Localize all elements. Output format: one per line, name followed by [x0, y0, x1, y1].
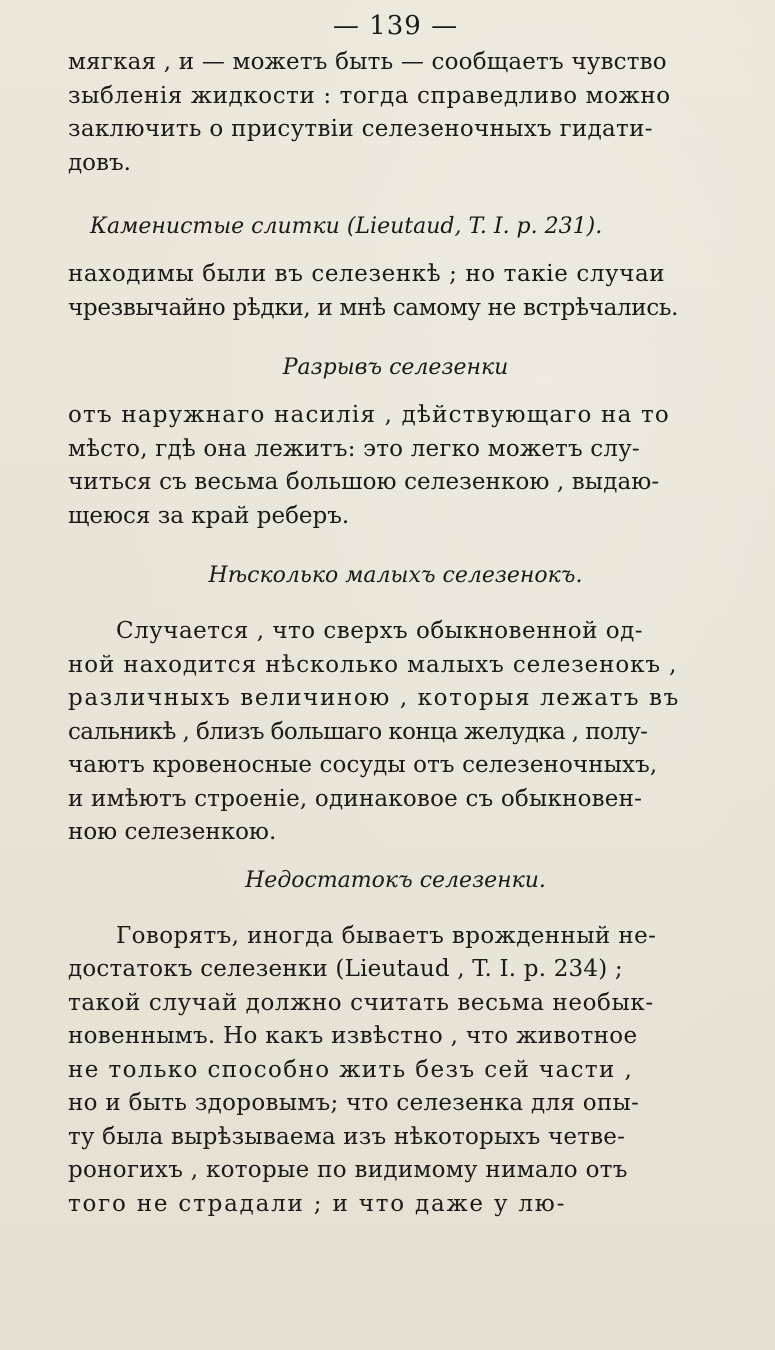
section-absence — [68, 864, 723, 1222]
text-line: такой случай должно считать весьма необык- — [68, 989, 654, 1016]
section-heading: Нѣсколько малыхъ селезенокъ. — [208, 563, 583, 588]
text-line: читься съ весьма большою селезенкою , выдаю- — [68, 469, 660, 495]
text-line: ною селезенкою. — [68, 819, 277, 845]
text-line: чаютъ кровеносные сосуды отъ селезеночныхъ, — [68, 752, 658, 778]
paragraph-continuation — [68, 46, 723, 180]
text-line: новеннымъ. Но какъ извѣстно , что животное — [68, 1023, 638, 1049]
text-line: мягкая , и — можетъ быть — сообщаетъ чувство — [68, 49, 667, 75]
section-rupture — [68, 351, 723, 533]
text-line: отъ наружнаго насилія , дѣйствующаго на то — [68, 402, 670, 428]
text-line: различныхъ величиною , которыя лежатъ въ — [68, 685, 680, 711]
text-line: сальникѣ , близъ большаго конца желудка , полу- — [68, 718, 648, 745]
text-line: достатокъ селезенки (Lieutaud , T. I. p. 234) ; — [68, 956, 623, 982]
text-line: того не страдали ; и что даже у лю- — [68, 1190, 567, 1217]
page-number: — 139 — — [332, 11, 459, 41]
text-line: Случается , что сверхъ обыкновенной од- — [116, 618, 644, 644]
text-line: мѣсто, гдѣ она лежитъ: это легко можетъ слу- — [68, 435, 640, 462]
text-line: ту была вырѣзываема изъ нѣкоторыхъ четве- — [68, 1123, 626, 1150]
text-line: но и быть здоровымъ; что селезенка для опы- — [68, 1090, 640, 1116]
section-heading: Каменистые слитки (Lieutaud, T. I. p. 231). — [90, 214, 603, 239]
section-heading: Разрывъ селезенки — [282, 355, 509, 380]
text-line: роногихъ , которые по видимому нимало отъ — [68, 1157, 628, 1183]
section-heading: Недостатокъ селезенки. — [245, 867, 546, 893]
text-line: находимы были въ селезенкѣ ; но такіе случаи — [68, 261, 666, 287]
text-line: зыбленія жидкости : тогда справедливо можно — [68, 82, 671, 109]
text-line: заключить о присутвіи селезеночныхъ гидати- — [68, 116, 653, 142]
text-line: и имѣютъ строеніе, одинаковое съ обыкновен- — [68, 785, 643, 812]
text-line: ной находится нѣсколько малыхъ селезенокъ , — [68, 651, 678, 678]
section-accessory-spleens — [68, 559, 723, 850]
text-line: щеюся за край реберъ. — [68, 502, 350, 529]
text-line: Говорятъ, иногда бываетъ врожденный не- — [116, 922, 657, 949]
text-line: не только способно жить безъ сей части , — [68, 1056, 634, 1083]
text-line: довъ. — [68, 149, 131, 176]
section-stones — [68, 210, 723, 325]
text-line: чрезвычайно рѣдки, и мнѣ самому не встрѣчались. — [68, 294, 679, 321]
